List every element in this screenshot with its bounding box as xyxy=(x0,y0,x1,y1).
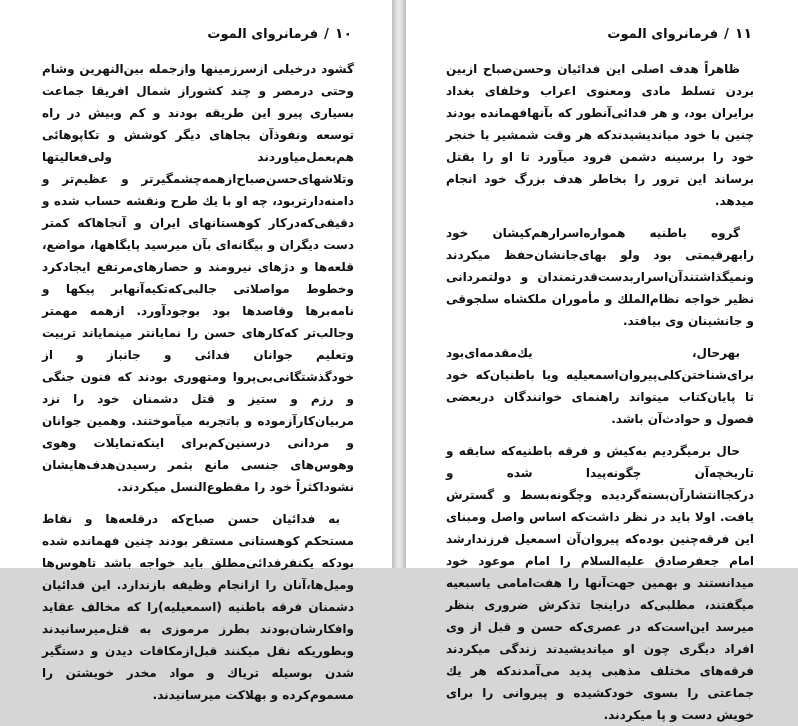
book-gutter xyxy=(392,0,406,568)
right-paragraph: گروه باطنیه همواره‌اسرارهم‌کیشان خود رابهرقیمتی بود ولو بهای‌جانشان‌حفظ میکردند ونمیگذاشتندآن‌اسراربدست‌قدرتمندان و دولتمردانی نظیر خواجه نظام‌الملك و مأموران ملکشاه سلجوقی و جانشینان وی بیافتد. xyxy=(446,226,754,328)
left-paragraph: گشود درخیلی ازسرزمینها وازجمله بین‌النهرین وشام وحتی درمصر و چند کشوراز شمال افریقا جماعت بسیاری پیرو این طریقه بودند و کم وبیش در راه توسعه ونفوذآن بجاهای دیگر کوشش و تکاپوهائی هم‌بعمل‌میاوردند ولی‌فعالیتها وتلاشهای‌حسن‌صباح‌ازهمه‌چشمگیرتر و عظیم‌تر و دامنه‌دارتربود، چه او با یك طرح ونقشه حساب شده و دقیقی‌که‌درکار کوهستانهای ایران و آنجاهاکه کمتر دست دیگران و بیگانه‌ای بآن میرسید پایگاهها، مواضع، قلعه‌ها و دژهای نیرومند و حصارهای‌مرتفع ایجادکرد وخطوط مواصلاتی جالبی‌که‌تکیه‌آنهابر پیکها و نامه‌برها وقاصدها بود بوجودآورد. ازهمه مهمتر وجالب‌تر که‌کارهای حسن را نمایانتر مینمایاند تربیت وتعلیم جوانان فدائی و جانباز و از خودگذشتگانی‌بی‌پروا ومتهوری بودند که فنون جنگی و رزم و ستیز و قتل دشمنان خود را نزد مربیان‌کارآزموده و باتجربه میآموختند. وهمین جوانان و مردانی درسنین‌کم‌برای اینکه‌تمایلات وهوی وهوس‌های جنسی مانع بثمر رسیدن‌هدف‌هایشان نشوداکثراً خود را مقطوع‌النسل میکردند. xyxy=(42,62,354,494)
left-header-title: فرمانروای الموت xyxy=(207,27,319,42)
right-page xyxy=(406,0,798,722)
right-paragraph: ظاهراً هدف اصلی این فدائیان وحسن‌صباح ازبین بردن تسلط مادی ومعنوی اعراب وخلفای بغداد برایران بود، و هر فدائی‌آنطور که بآنهافهمانده بودند چنین با خود میاندیشیدند‌که هر وقت شمشیر یا خنجر خود را برسینه دشمن فرود میآورد تا او را بقتل برساند این ترور را بخاطر هدف بزرگ خود انجام میدهد. xyxy=(446,62,754,208)
right-header-separator: / xyxy=(724,27,729,42)
right-header-title: فرمانروای الموت xyxy=(607,27,719,42)
right-paragraph: حال برمیگردیم به‌کیش و فرقه باطنیه‌که سابقه و تاریخچه‌آن چگونه‌پیدا شده و درکجاانتشارآن‌بسته‌گردیده وچگونه‌بسط و گسترش یافت. اولا باید در نظر داشت‌که اساس واصل ومبنای این فرقه‌چنین بوده‌که پیروان‌آن اسمعیل فرزندارشد امام جعفرصادق علیه‌السلام را امام موعود خود میدانستند و بهمین جهت‌آنها را هفت‌امامی یاسبعیه میگفتند، مطلبی‌که دراینجا تذکرش ضروری بنظر میرسد این‌است‌که در عصری‌که حسن و قبل از وی افراد دیگری چون او میاندیشیدند زندگی میکردند فرقه‌های مختلف مذهبی پدید می‌آمدند‌که هر یك جماعتی را بسوی خودکشیده و پیروانی را برای خویش دست و پا میکردند. xyxy=(446,444,754,722)
left-header-separator: / xyxy=(324,27,329,42)
left-page-number: ۱۰ xyxy=(334,26,352,42)
right-paragraph: بهرحال، یك‌مقدمه‌ای‌بود برای‌شناختن‌کلی‌پیروان‌اسمعیلیه ویا باطنیان‌که خود تا پایان‌کتاب میتواند راهنمای خوانندگان دربعضی فصول و حوادث‌آن باشد. xyxy=(446,346,754,426)
right-page-body xyxy=(446,58,754,726)
left-page-body xyxy=(42,58,354,706)
left-paragraph: به فدائیان حسن صباح‌که درقلعه‌ها و نقاط مستحکم کوهستانی مستقر بودند چنین فهمانده شده بودکه یکنفرفدائی‌مطلق باید خواجه باشد تاهوس‌ها ومیل‌ها،آنان را ازانجام وظیفه بازندارد. این فدائیان دشمنان فرقه باطنیه (اسمعیلیه)را که مخالف عقاید وافکارشان‌بودند بطرز مرموزی به قتل‌میرسانیدند وبطوریکه نقل میکنند قبل‌ازمکافات دیدن و دستگیر شدن بوسیله تریاك و مواد مخدر خویشتن را مسموم‌کرده و بهلاکت میرسانیدند. xyxy=(42,512,354,702)
left-page-header xyxy=(207,26,352,42)
right-page-header xyxy=(607,26,752,42)
left-page xyxy=(0,0,392,702)
right-page-number: ۱۱ xyxy=(734,26,752,42)
